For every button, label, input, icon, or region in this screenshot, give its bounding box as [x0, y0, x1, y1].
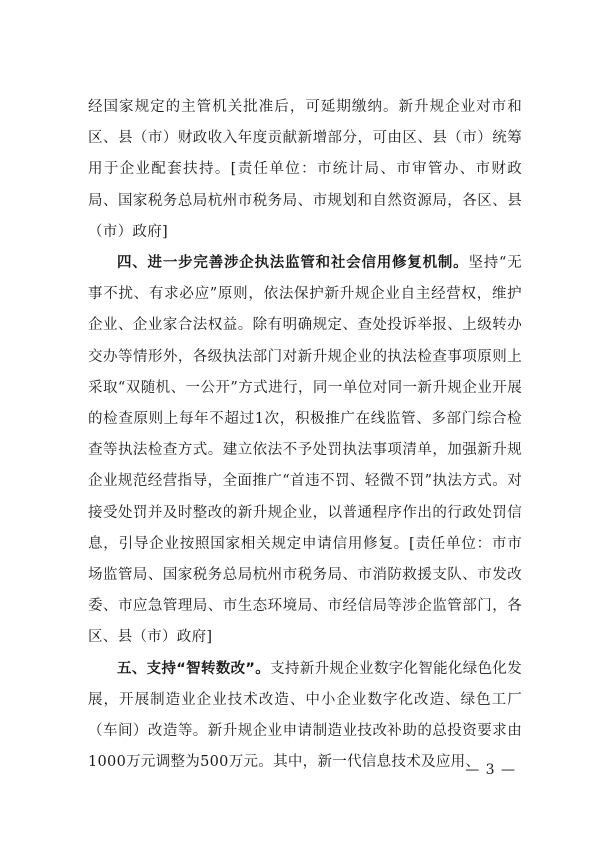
paragraph-section-four: [88, 248, 522, 654]
paragraph-continuation: [88, 92, 522, 248]
section-heading: 四、进一步完善涉企执法监管和社会信用修复机制。: [117, 255, 469, 272]
paragraph-text: 支持新升规企业数字化智能化绿色化发展，开展制造业企业技术改造、中小企业数字化改造、绿色工厂（车间）改造等。新升规企业申请制造业技改补助的总投资要求由1000万元调整为500万元。其中，新一代信息技术及应用、: [88, 660, 522, 771]
section-heading: 五、支持“智转数改”。: [117, 660, 271, 677]
paragraph-section-five: [88, 654, 522, 779]
paragraph-text: 坚持“无事不扰、有求必应”原则，依法保护新升规企业自主经营权，维护企业、企业家合法权益。除有明确规定、查处投诉举报、上级转办交办等情形外，各级执法部门对新升规企业的执法检查事项原则上采取“双随机、一公开”方式进行，同一单位对同一新升规企业开展的检查原则上每年不超过1次，积极推广在线监管、多部门综合检查等执法检查方式。建立依法不予处罚执法事项清单，加强新升规企业规范经营指导，全面推广“首违不罚、轻微不罚”执法方式。对接受处罚并及时整改的新升规企业，以普通程序作出的行政处罚信息，引导企业按照国家相关规定申请信用修复。[责任单位：市市场监管局、国家税务总局杭州市税务局、市消防救援支队、市发改委、市应急管理局、市生态环境局、市经信局等涉企监管部门，各区、县（市）政府]: [88, 255, 522, 646]
document-body: [88, 92, 522, 778]
paragraph-text: 经国家规定的主管机关批准后，可延期缴纳。新升规企业对市和区、县（市）财政收入年度贡献新增部分，可由区、县（市）统筹用于企业配套扶持。[责任单位：市统计局、市审管办、市财政局、国家税务总局杭州市税务局、市规划和自然资源局，各区、县（市）政府]: [88, 99, 522, 240]
page-number: — 3 —: [465, 762, 516, 778]
